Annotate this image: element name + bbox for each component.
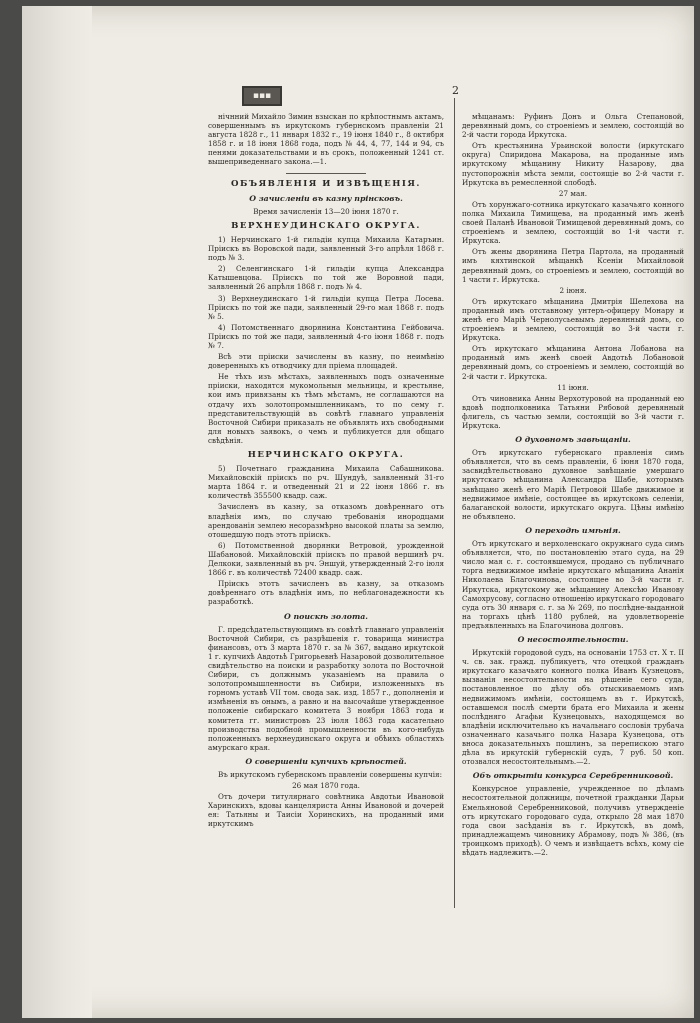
deed-paragraph: Отъ чиновника Анны Верхотуровой на проданный ею вдовѣ подполковника Татьяни Рябовой деревянный флигель, съ частью земли, состоящій во 3-й части г. Иркутска. [462, 393, 684, 430]
deed-date: 11 іюня. [557, 382, 589, 392]
mine-item: Пріискъ этотъ зачисленъ въ казну, за отказомъ довѣреннаго отъ владѣнія имъ, по неблагонадежности къ разработкѣ. [208, 579, 444, 607]
page-number: 2 [452, 84, 459, 97]
right-column [462, 112, 684, 859]
subheading-gold: О поискѣ золота. [283, 611, 369, 621]
deed-date: 2 іюня. [559, 285, 587, 295]
mine-item: 2) Селенгинскаго 1-й гильдіи купца Александра Катышевцова. Пріискъ по той же Воровной пади, заявленный 26 апрѣля 1868 г. подъ № 4. [208, 264, 444, 292]
library-stamp: ▪▪▪ [242, 86, 282, 106]
section-heading: ОБЪЯВЛЕНІЯ И ИЗВѢЩЕНІЯ. [231, 178, 421, 189]
bankruptcy-paragraph: Иркутскій городовой судъ, на основаніи 1753 ст. Х т. II ч. св. зак. гражд. публикуетъ, что отецкой гражданъ иркутскаго казачьяго конного полка Иванъ Кузнецовъ, вызванія несостоятельности на рѣшеніе сего суда, постановленное по дѣлу объ отыскиваемомъ имъ недвижимомъ имѣніи, состоящемъ въ г. Иркутскѣ, оставшемся послѣ смерти брата его Михаила и жены послѣдняго Агафьи Кузнецовыхъ, находящемся во владѣніи исключительно къ начальнаго сословія трубача означеннаго казачьяго полка Назара Кузнецова, отъ вноса доказательныхъ пошлинъ, за перепискою этаго дѣла въ иркутскій губернскій судъ, 7 руб. 50 коп. отозвался несостоятельнымъ.—2. [462, 648, 684, 767]
deeds-intro: Въ иркутскомъ губернскомъ правленіи совершены купчія: [218, 770, 442, 779]
binding-margin [22, 6, 92, 1018]
region-heading-nerchinsk: НЕРЧИНСКАГО ОКРУГА. [247, 450, 405, 460]
mine-item: 3) Верхнеудинскаго 1-й гильдіи купца Петра Лосева. Пріискъ по той же пади, заявленный 29-го мая 1868 г. подъ № 5. [208, 293, 444, 321]
subheading-bankruptcy: О несостоятельности. [517, 634, 629, 644]
deed-paragraph: Отъ крестьянина Урьинской волости (иркутскаго округа) Спиридона Макарова, на проданные имъ иркутскому мѣщанину Никиту Назарову, два пустопорожнія мѣста земли, состоящіе во 2-й части г. Иркутска въ ремесленной слободѣ. [462, 141, 684, 187]
region-heading-verkhneudinsk: ВЕРХНЕУДИНСКАГО ОКРУГА. [231, 220, 421, 231]
intro-paragraph: нічнний Михайло Зимин взыскан по крѣпостнымъ актамъ, совершеннымъ въ иркутскомъ губернскомъ правленіи 21 августа 1828 г., 11 января 1832 г., 19 іюня 1840 г., 8 октября 1858 г. и 18 іюня 1868 года, подъ № 44, 4, 77, 144 и 94, съ пенями доказательствами и въ срокъ, положенный 1241 ст. вышеприведеннаго закона.—1. [208, 112, 444, 167]
gold-paragraph: Г. предсѣдательствующимъ въ совѣтѣ главнаго управленія Восточной Сибири, съ разрѣшенія г. товарища министра финансовъ, отъ 3 марта 1870 г. за № 367, выдано иркутской 1 г. купчихѣ Авдотьѣ Григорьевнѣ Назаровой дозволительное свидѣтельство на поиски и разработку золота по Восточной Сибири, съ должнымъ указаніемъ на правила о золотопромышленности въ Сибири, изложенныхъ въ горномъ уставѣ VII том. свода зак. изд. 1857 г., дополненія и измѣненія въ онымъ, а равно и на высочайше утвержденное положеніе сибирскаго комитета 3 ноября 1863 года и комитета гг. министровъ 23 іюля 1863 года касательно производства подобной промышленности въ кого-нибудь положенныхъ верхнеудинскаго округа и обѣихъ областяхъ амурскаго края. [208, 624, 444, 752]
enrollment-dates: Время зачисленія 13—20 іюня 1870 г. [253, 206, 399, 216]
contest-paragraph: Конкурсное управленіе, учрежденное по дѣламъ несостоятельной должницы, почетной гражданки Дарьи Емельяновой Серебренниковой, получивъ утвержденіе отъ иркутскаго городоваго суда, открыло 28 мая 1870 года свои засѣданія въ г. Иркутскѣ, въ домѣ, принадлежащемъ чиновнику Абрамову, подъ № 386, (въ троицкомъ приходѣ). О чемъ и извѣщаетъ всѣхъ, кому сіе вѣдать надлежитъ.—2. [462, 784, 684, 858]
deed-date: 27 мая. [558, 188, 588, 198]
subheading-deeds: О совершеніи купчихъ крѣпостей. [245, 756, 407, 766]
mine-item: Зачисленъ въ казну, за отказомъ довѣреннаго отъ владѣнія имъ, по случаю требованія инородцами арендованія землею несоразмѣрно высокой платы за землю, отошедшую подъ этотъ пріискъ. [208, 502, 444, 539]
deed-paragraph: Отъ иркутскаго мѣщанина Антона Лобанова на проданный имъ женѣ своей Авдотьѣ Лобановой деревянный домъ, со строеніемъ и землею, состоящій во 2-й части г. Иркутска. [462, 344, 684, 381]
deeds-date: 26 мая 1870 года. [292, 781, 360, 791]
separator [286, 173, 366, 174]
deed-paragraph: Отъ иркутскаго мѣщанина Дмитрія Шелехова на проданный имъ отставному унтеръ-офицеру Монару и женѣ его Маріѣ Чернолусьевымъ деревянный домъ, со строеніемъ и землею, состоящій во 3-й части г. Иркутска. [462, 296, 684, 343]
mine-item: 6) Потомственной дворянки Ветровой, урожденной Шабановой. Михайловскій пріискъ по правой вершинѣ рч. Делкоки, заявленный въ рч. Эншуй, утвержденный 2-го іюля 1866 г. въ количествѣ 72400 квадр. саж. [208, 540, 444, 578]
mine-item: 5) Почетнаго гражданина Михаила Сабашникова. Михайловскій пріискъ по рч. Шундуѣ, заявленный 31-го марта 1864 г. и отведенный 21 и 22 іюня 1866 г. въ количествѣ 355500 квадр. саж. [208, 464, 444, 501]
deed-paragraph: Отъ жены дворянина Петра Партола, на проданный имъ кяхтинской мѣщанкѣ Ксеніи Михайловой деревянный домъ, со строеніемъ и землею, состоящій во 1 части г. Иркутска. [462, 247, 684, 284]
subheading-transfer: О переходѣ имѣнія. [525, 525, 621, 535]
deed-paragraph: Отъ хорунжаго-сотника иркутскаго казачьяго конного полка Михаила Тимищева, на проданный имъ женѣ своей Паланѣ Ивановой Тимищевой деревянный домъ, со строеніемъ и землею, состоящій во 1-й части г. Иркутска. [462, 199, 684, 246]
subheading-will: О духовномъ завѣщаніи. [515, 435, 631, 445]
note-paragraph: Всѣ эти пріиски зачислены въ казну, по неимѣнію доверенныхъ къ отводчику для пріема площадей. [208, 352, 444, 371]
transfer-paragraph: Отъ иркутскаго и верхоленскаго окружнаго суда симъ объявляется, что, по постановленію этаго суда, на 29 число мая с. г. состоявшемуся, продано съ публичнаго торга недвижимое имѣніе иркутскаго мѣщанина Ананія Николаева Благочинова, состоящее во 3-й части г. Иркутска, иркутскому же мѣщанину Алексѣю Иванову Самохрусову, согласно отношенію иркутскаго городоваго суда отъ 30 января с. г. за № 269, по послѣдне-выданной на торгахъ цѣнѣ 1180 рублей, на удовлетвореніе предъявленныхъ на Благочинова долговъ. [462, 539, 684, 630]
deed-paragraph: мѣщанамъ: Руфинъ Донъ и Ольга Степановой, деревянный домъ, со строеніемъ и землею, состоящій во 2-й части города Иркутска. [462, 112, 684, 140]
newspaper-page [22, 6, 694, 1018]
note-paragraph: Не тѣхъ изъ мѣстахъ, заявленныхъ подъ означенные пріиски, находятся мукомольныя мельницы, и крестьяне, кои имъ привязаны къ тѣмъ мѣстамъ, не соглашаются на отдачу ихъ золотопромышленникамъ, то по сему г. представительствующій въ совѣтѣ главнаго управленія Восточной Сибири приказалъ не объявлять ихъ свободными для новыхъ заявокъ, о чемъ и публикуется для общаго свѣдѣнія. [208, 372, 444, 445]
mine-item: 4) Потомственнаго дворянина Константина Гейбовича. Пріискъ по той же пади, заявленный 4-го іюня 1868 г. подъ № 7. [208, 322, 444, 350]
deeds-paragraph: Отъ дочери титулярнаго совѣтника Авдотьи Ивановой Харинскихъ, вдовы канцеляриста Анны Ивановой и дочерей ея: Татьяны и Таисіи Хоринскихъ, на проданный ими иркутскимъ [208, 792, 444, 829]
mine-item: 1) Нерчинскаго 1-й гильдіи купца Михаила Катаръин. Пріискъ въ Воровской пади, заявленный 3-го апрѣля 1868 г. подъ № 3. [208, 234, 444, 263]
subheading-mines: О зачисленіи въ казну прінсковъ. [249, 193, 403, 203]
will-paragraph: Отъ иркутскаго губернскаго правленія симъ объявляется, что въ семъ правленіи, 6 іюня 1870 года, засвидѣтельствовано духовное завѣщаніе умершаго иркутскаго мѣщанина Александра Шабе, которымъ завѣщано женѣ его Маріѣ Петровой Шабе движимое и недвижимое имѣніе, состоящее въ иркутскомъ селеніи, балаганской волости, иркутскаго округа. Цѣны имѣнію не объявлено. [462, 448, 684, 521]
subheading-contest: Объ открытіи конкурса Серебренниковой. [472, 771, 674, 781]
left-column [208, 112, 444, 831]
column-divider [454, 98, 455, 908]
